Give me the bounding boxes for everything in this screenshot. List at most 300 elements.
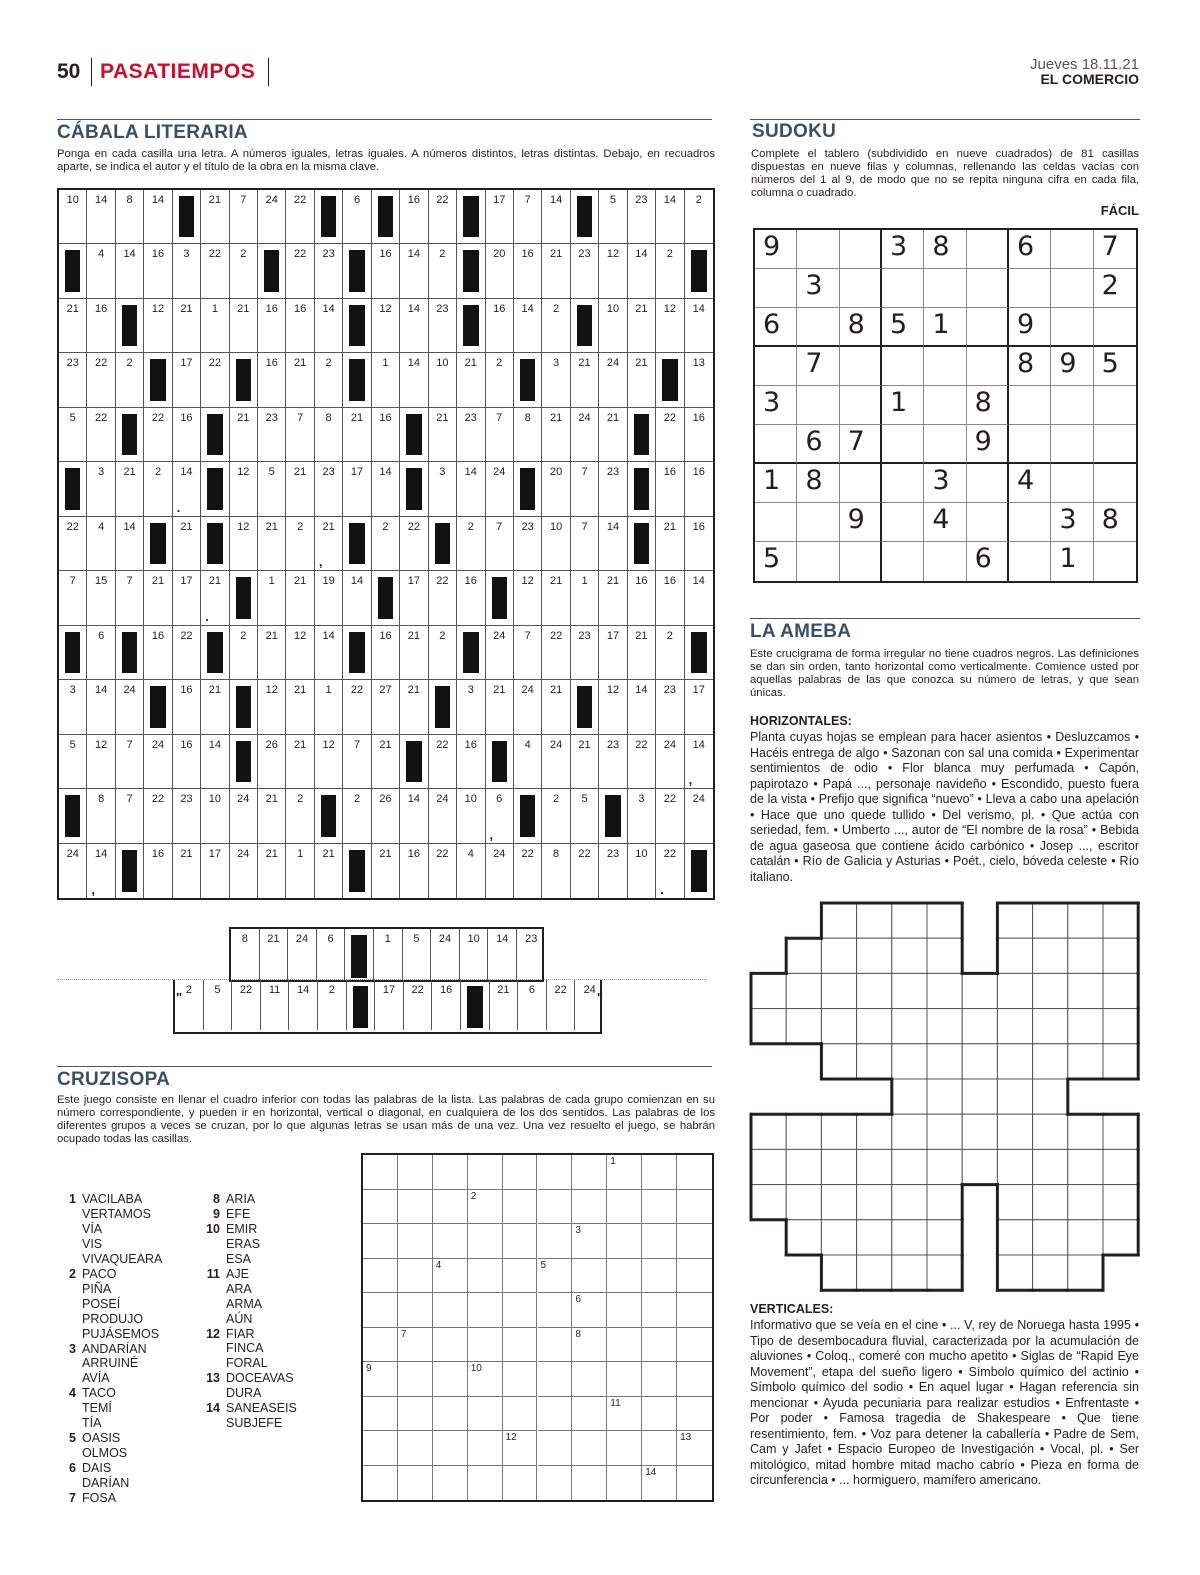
cell-number: 22 [180, 629, 193, 642]
cell-number: 24 [237, 847, 250, 860]
cell-number: 12 [379, 302, 392, 315]
cell-number: 12 [237, 520, 250, 533]
cell-number: 23 [322, 248, 335, 261]
cabala-black-cell [400, 462, 428, 516]
cabala-cell [286, 353, 314, 407]
cabala-black-cell [59, 244, 87, 298]
cabala-black-cell [201, 626, 229, 680]
cabala-cell [656, 571, 684, 625]
cruzisopa-cell [538, 1155, 573, 1190]
cruzisopa-cell [363, 1155, 398, 1190]
sudoku-cell [1051, 269, 1093, 308]
cruzisopa-cell [433, 1259, 468, 1294]
cabala-cell [260, 929, 289, 980]
cruzisopa-cell [538, 1466, 573, 1501]
cabala-black-cell [571, 680, 599, 734]
sudoku-given-digit: 8 [974, 387, 992, 418]
cell-number: 16 [379, 411, 392, 424]
black-square [520, 795, 535, 836]
cell-number: 16 [464, 575, 477, 588]
cabala-cell [571, 244, 599, 298]
cell-number: 16 [294, 302, 307, 315]
cabala-cell [514, 571, 542, 625]
ameba-cell [1033, 1220, 1068, 1255]
ameba-cell [1068, 938, 1103, 973]
black-square [207, 468, 222, 509]
cell-number: 22 [95, 357, 108, 370]
cabala-cell [486, 680, 514, 734]
sudoku-given-digit: 3 [932, 465, 950, 496]
sudoku-cell [840, 503, 882, 542]
cabala-cell [571, 789, 599, 843]
cabala-cell [87, 789, 115, 843]
cruzisopa-cell [503, 1397, 538, 1432]
cell-number: 5 [268, 466, 275, 479]
ameba-cell [962, 1044, 997, 1079]
cabala-cell [372, 244, 400, 298]
sudoku-cell [797, 269, 839, 308]
cell-number: 24 [265, 194, 278, 206]
section-rule [57, 1066, 712, 1067]
cabala-black-cell [486, 571, 514, 625]
cabala-black-cell [656, 353, 684, 407]
cabala-cell [175, 980, 204, 1030]
word-item: ARIA [226, 1192, 256, 1206]
cabala-cell [542, 299, 570, 353]
cell-number: 14 [663, 194, 676, 206]
cell-number: 23 [464, 411, 477, 424]
cabala-cell [87, 626, 115, 680]
group-number: 1 [69, 1192, 76, 1206]
cabala-cell [599, 299, 627, 353]
cabala-black-cell [372, 190, 400, 244]
cabala-cell [571, 626, 599, 680]
cabala-black-cell [258, 244, 286, 298]
ameba-cell [892, 1114, 927, 1149]
cell-number: 8 [553, 847, 560, 860]
cell-number: 24 [493, 629, 506, 642]
cabala-cell [372, 680, 400, 734]
cabala-cell [628, 190, 656, 244]
ameba-cell [997, 1114, 1032, 1149]
cell-number: 7 [581, 466, 588, 479]
black-square [150, 523, 165, 564]
cell-number: 13 [692, 357, 705, 370]
cell-number: 3 [467, 684, 474, 697]
ameba-cell [892, 938, 927, 973]
cell-number: 22 [663, 793, 676, 806]
ameba-cell [892, 1255, 927, 1290]
start-number: 5 [540, 1259, 547, 1271]
cabala-cell [514, 299, 542, 353]
ameba-cell [892, 1185, 927, 1220]
sudoku-cell [1009, 386, 1051, 425]
black-square [264, 250, 279, 291]
cabala-cell [571, 735, 599, 789]
cell-number: 5 [413, 933, 420, 945]
cruzisopa-cell [538, 1259, 573, 1294]
sudoku-cell [882, 386, 924, 425]
cell-number: 3 [638, 793, 645, 806]
cabala-cell [87, 680, 115, 734]
black-square [492, 741, 507, 782]
cabala-cell [372, 735, 400, 789]
cell-number: 16 [692, 411, 705, 424]
sudoku-given-digit: 8 [1101, 504, 1119, 535]
cell-number: 4 [98, 248, 105, 261]
cabala-cell [87, 244, 115, 298]
cabala-cell [201, 353, 229, 407]
cabala-cell [59, 299, 87, 353]
sudoku-cell [1051, 308, 1093, 347]
cell-number: 14 [549, 194, 563, 206]
ameba-cell [1103, 1009, 1138, 1044]
cabala-cell [201, 571, 229, 625]
black-square [236, 359, 251, 400]
word-item: ERAS [226, 1236, 261, 1251]
cabala-cell [258, 626, 286, 680]
black-square [207, 523, 222, 564]
cabala-black-cell [514, 462, 542, 516]
sudoku-cell [797, 308, 839, 347]
cabala-cell [116, 680, 144, 734]
start-number: 2 [470, 1190, 477, 1202]
cabala-cell [343, 680, 371, 734]
cruzisopa-cell [433, 1190, 468, 1225]
sudoku-cell [797, 230, 839, 269]
cabala-cell [429, 408, 457, 462]
cabala-cell [429, 844, 457, 898]
cell-number: 23 [436, 302, 449, 315]
cell-number: 24 [578, 411, 591, 424]
group-number: 7 [69, 1491, 76, 1505]
cabala-cell [542, 789, 570, 843]
sudoku-instructions: Complete el tablero (subdividido en nueve cuadrados) de 81 casillas dispuestas en nueve filas y columnas, rellenando las celdas vacías con números del 1 al 9, de modo que no se repita ninguna cifra en cada fila, columna o cuadrado. [751, 148, 1139, 199]
ameba-cell [892, 1220, 927, 1255]
ameba-cell [927, 1079, 962, 1114]
cell-number: 2 [467, 520, 474, 533]
cell-number: 16 [151, 248, 165, 261]
cell-number: 23 [66, 357, 79, 370]
cruzisopa-cell [538, 1190, 573, 1225]
page-number: 50 [57, 60, 81, 83]
cruzisopa-cell [538, 1293, 573, 1328]
ameba-cell [857, 1114, 892, 1149]
cabala-cell [685, 462, 713, 516]
cabala-cell [258, 844, 286, 898]
cell-number: 24 [493, 847, 506, 860]
sudoku-cell [967, 347, 1009, 386]
cell-number: 3 [98, 466, 105, 479]
cell-number: 16 [692, 466, 705, 479]
black-square [349, 305, 364, 346]
cabala-cell [599, 844, 627, 898]
sudoku-cell [755, 542, 797, 581]
ameba-title: LA AMEBA [750, 621, 852, 642]
cruzisopa-cell [363, 1362, 398, 1397]
cell-number: 3 [553, 357, 560, 370]
ameba-cell [1103, 973, 1138, 1008]
cabala-black-cell [116, 408, 144, 462]
close-quote: " [596, 990, 603, 1005]
cruzisopa-cell [607, 1466, 642, 1501]
cabala-cell [258, 789, 286, 843]
ameba-instructions: Este crucigrama de forma irregular no tiene cuadros negros. Las definiciones se dan sin orden, tanto horizontal como verticalmente. Comience usted por aquellas palabras de las que conozca su número de letras, y que sean únicas. [750, 648, 1139, 699]
cell-number: 17 [692, 684, 705, 697]
cell-number: 21 [407, 629, 421, 642]
cabala-cell [288, 929, 317, 980]
cell-number: 21 [407, 684, 421, 697]
cell-number: 22 [549, 629, 563, 642]
word-item: DAIS [82, 1461, 112, 1476]
word-item: DOCEAVAS [226, 1371, 294, 1386]
ameba-cell [1068, 903, 1103, 938]
cabala-cell [372, 626, 400, 680]
cell-number: 21 [379, 847, 392, 860]
cell-number: 6 [327, 933, 334, 945]
cell-number: 8 [126, 194, 133, 206]
black-square [634, 468, 649, 509]
cabala-cell [571, 353, 599, 407]
cabala-cell [173, 353, 201, 407]
word-item: EMIR [226, 1221, 258, 1236]
sudoku-cell [1009, 308, 1051, 347]
word-item: ESA [226, 1251, 252, 1266]
cruzisopa-cell [468, 1293, 503, 1328]
sudoku-given-digit: 1 [890, 387, 908, 418]
group-number: 2 [69, 1266, 76, 1281]
cabala-cell [517, 929, 546, 980]
ameba-cell [1103, 1044, 1138, 1079]
cell-number: 7 [524, 629, 531, 642]
cell-number: 23 [180, 793, 193, 806]
cell-number: 10 [436, 357, 449, 370]
cabala-cell [656, 408, 684, 462]
cabala-cell [486, 353, 514, 407]
cell-number: 22 [436, 575, 449, 588]
cell-number: 24 [295, 933, 309, 945]
cabala-cell [429, 735, 457, 789]
ameba-cell [821, 1044, 856, 1079]
start-number: 12 [505, 1432, 517, 1443]
cabala-cell [116, 789, 144, 843]
cruzisopa-cell [677, 1328, 712, 1363]
cabala-cell [656, 680, 684, 734]
horizontales-heading: HORIZONTALES: [750, 714, 852, 728]
sudoku-cell [1009, 464, 1051, 503]
cruzisopa-cell [503, 1328, 538, 1363]
group-number: 10 [206, 1221, 220, 1236]
cell-number: 2 [126, 357, 133, 370]
cruzisopa-cell [538, 1397, 573, 1432]
cabala-cell [258, 517, 286, 571]
black-square [691, 850, 707, 892]
cabala-cell [230, 517, 258, 571]
ameba-cell [997, 1185, 1032, 1220]
cabala-cell [372, 408, 400, 462]
cruzisopa-cell [398, 1259, 433, 1294]
cabala-cell [457, 844, 485, 898]
ameba-cell [786, 1149, 821, 1184]
cruzisopa-cell [642, 1466, 677, 1501]
cabala-cell [656, 735, 684, 789]
cabala-cell [230, 789, 258, 843]
ameba-cell [821, 1149, 856, 1184]
cruzisopa-cell [538, 1224, 573, 1259]
cell-number: 5 [69, 411, 76, 424]
cruzisopa-cell [363, 1431, 398, 1466]
ameba-cell [821, 1255, 856, 1290]
cell-number: 16 [180, 738, 193, 751]
cabala-black-cell [457, 244, 485, 298]
sudoku-given-digit: 5 [1101, 348, 1119, 379]
ameba-cell [927, 1009, 962, 1044]
word-item: PIÑA [82, 1281, 112, 1296]
sudoku-given-digit: 9 [847, 504, 865, 535]
sudoku-given-digit: 8 [805, 465, 823, 496]
cruzisopa-cell [398, 1397, 433, 1432]
cruzisopa-cell [468, 1466, 503, 1501]
sudoku-given-digit: 8 [1017, 348, 1035, 379]
cabala-cell [685, 735, 713, 789]
cell-number: 23 [606, 738, 620, 751]
sudoku-given-digit: 8 [847, 309, 865, 340]
black-square [691, 250, 707, 291]
sudoku-cell [1009, 230, 1051, 269]
cell-number: 1 [384, 933, 391, 945]
black-square [122, 850, 137, 892]
cabala-cell [87, 571, 115, 625]
sudoku-cell [797, 425, 839, 464]
sudoku-cell [840, 542, 882, 581]
sudoku-given-digit: 9 [763, 231, 781, 262]
start-number: 4 [435, 1259, 442, 1271]
sudoku-cell [924, 308, 966, 347]
cell-number: 8 [524, 411, 531, 424]
cell-number: 2 [185, 984, 192, 996]
word-item: FIAR [226, 1326, 255, 1341]
cabala-cell [116, 571, 144, 625]
cell-number: 11 [268, 984, 281, 996]
cabala-black-cell [628, 517, 656, 571]
black-square [634, 523, 649, 564]
cabala-cell [286, 789, 314, 843]
group-number: 8 [213, 1192, 220, 1206]
cell-number: 16 [180, 684, 193, 697]
cabala-cell [59, 844, 87, 898]
word-item: OLMOS [82, 1446, 128, 1461]
ameba-cell [1103, 903, 1138, 938]
cabala-cell [231, 929, 260, 980]
cell-number: 20 [549, 466, 563, 479]
cell-number: 6 [353, 194, 361, 206]
cabala-cell [400, 244, 428, 298]
cruzisopa-cell [503, 1259, 538, 1294]
sudoku-given-digit: 3 [890, 231, 908, 262]
cell-number: 24 [549, 738, 563, 751]
ameba-cell [997, 1079, 1032, 1114]
cabala-black-cell [400, 735, 428, 789]
cell-number: 24 [66, 847, 79, 860]
cell-number: 14 [322, 302, 335, 315]
ameba-cell [821, 1185, 856, 1220]
cabala-cell [59, 353, 87, 407]
answer-strip [173, 980, 602, 1034]
cell-number: 5 [581, 793, 588, 806]
cell-number: 22 [239, 984, 253, 996]
cabala-black-cell [514, 789, 542, 843]
cabala-cell [201, 789, 229, 843]
cell-number: 14 [692, 302, 705, 315]
sudoku-given-digit: 5 [890, 309, 908, 340]
cell-number: 22 [436, 194, 449, 206]
cabala-cell [685, 299, 713, 353]
cabala-cell [286, 844, 314, 898]
cabala-cell [542, 626, 570, 680]
punctuation-mark: , [318, 554, 323, 570]
cruzisopa-cell [433, 1293, 468, 1328]
cabala-cell [374, 929, 403, 980]
cabala-black-cell [59, 462, 87, 516]
cruzisopa-cell [363, 1224, 398, 1259]
black-square [65, 468, 80, 509]
punctuation-mark: . [205, 608, 209, 624]
cabala-cell [144, 190, 172, 244]
cell-number: 24 [123, 684, 136, 697]
cabala-black-cell [116, 626, 144, 680]
cruzisopa-cell [677, 1397, 712, 1432]
ameba-cell [821, 973, 856, 1008]
cabala-cell [286, 626, 314, 680]
cabala-black-cell [201, 408, 229, 462]
ameba-cell [821, 1114, 856, 1149]
sudoku-given-digit: 1 [1059, 543, 1077, 574]
cell-number: 21 [180, 847, 193, 860]
cruzisopa-cell [503, 1190, 538, 1225]
cell-number: 22 [350, 684, 364, 697]
cabala-cell [628, 244, 656, 298]
sudoku-cell [840, 347, 882, 386]
cell-number: 22 [663, 411, 676, 424]
sudoku-cell [755, 308, 797, 347]
ameba-cell [927, 1149, 962, 1184]
cell-number: 16 [265, 357, 278, 370]
cell-number: 2 [496, 357, 503, 370]
cabala-black-cell [343, 517, 371, 571]
cell-number: 14 [379, 466, 392, 479]
cabala-cell [599, 735, 627, 789]
cell-number: 21 [436, 411, 449, 424]
cabala-black-cell [461, 980, 490, 1030]
cruzisopa-cell [503, 1155, 538, 1190]
cabala-cell [628, 571, 656, 625]
sudoku-given-digit: 9 [1059, 348, 1077, 379]
cabala-cell [599, 462, 627, 516]
cabala-cell [116, 353, 144, 407]
group-number: 3 [69, 1341, 76, 1356]
cell-number: 23 [322, 466, 335, 479]
ameba-cell [857, 1255, 892, 1290]
cruzisopa-cell [503, 1431, 538, 1466]
cruzisopa-cell [607, 1190, 642, 1225]
word-item: SANEASEIS [226, 1401, 297, 1416]
cell-number: 16 [407, 194, 421, 206]
cell-number: 14 [496, 933, 509, 945]
ameba-cell [927, 938, 962, 973]
cell-number: 2 [154, 466, 162, 479]
cabala-black-cell [571, 299, 599, 353]
cell-number: 2 [666, 248, 673, 261]
